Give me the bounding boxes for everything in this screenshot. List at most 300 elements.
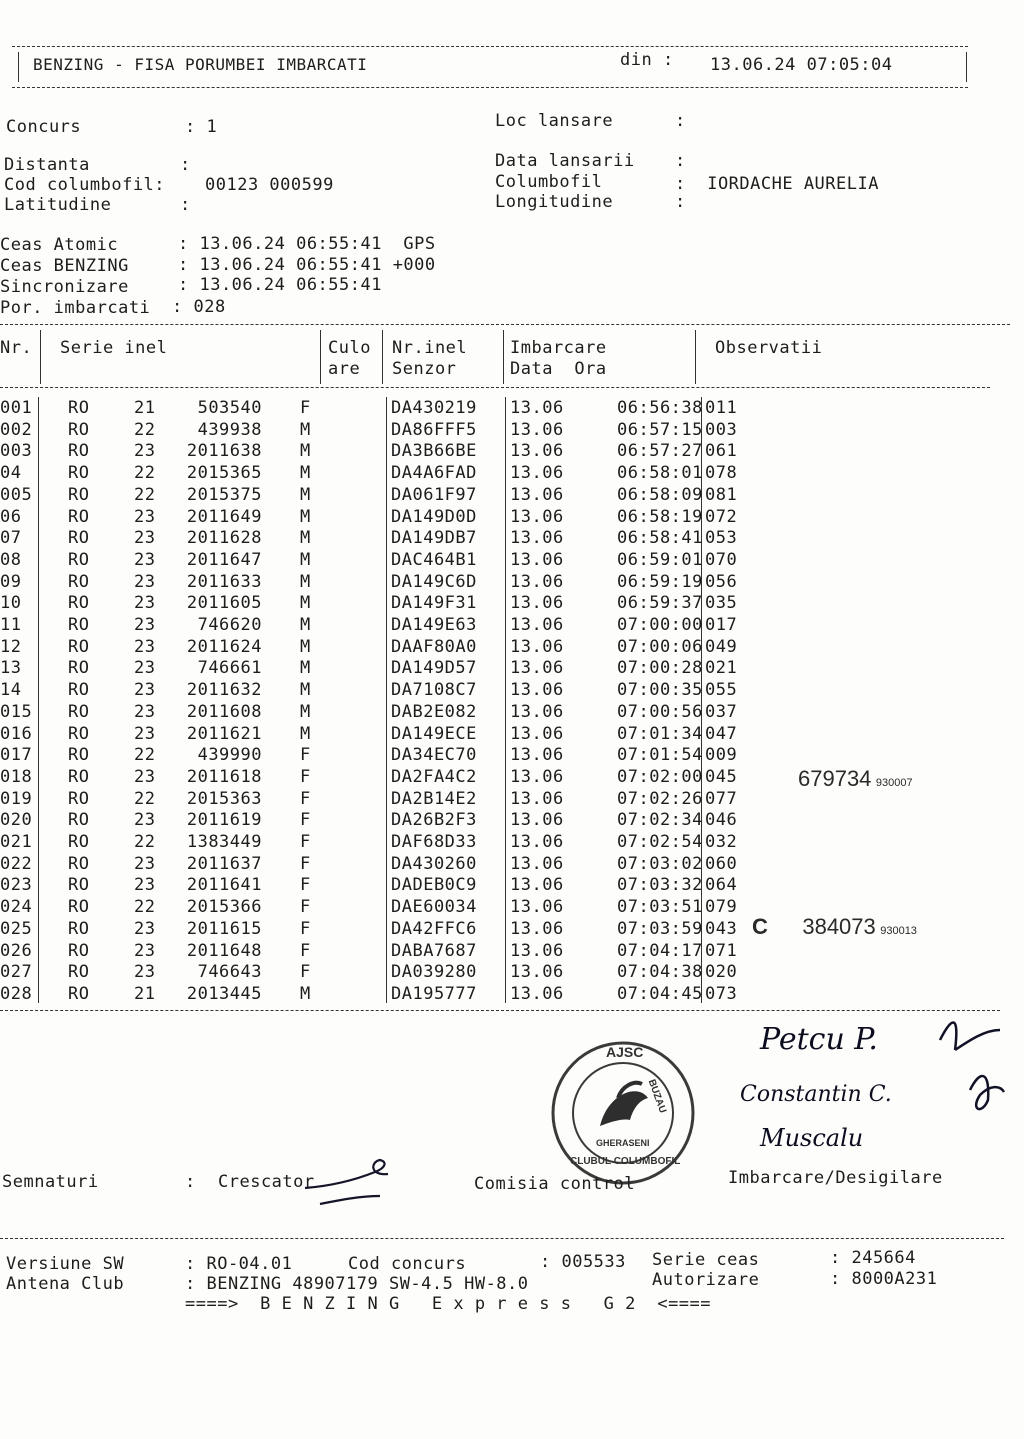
cell-inel: 2011624 — [186, 636, 262, 657]
cell-nr: 022 — [0, 853, 33, 874]
cell-nr-inel-senzor: DA7108C7 — [391, 680, 477, 701]
handwritten-name-3: Muscalu — [760, 1124, 864, 1152]
sticker-small-code: 930013 — [880, 925, 917, 937]
cod-columbofil-label: Cod columbofil: — [4, 175, 166, 195]
cell-tara: RO — [68, 701, 90, 722]
cell-sex: M — [300, 484, 311, 505]
cell-ora: 07:04:17 — [617, 940, 703, 961]
cell-sex: M — [300, 549, 311, 570]
cell-ora: 06:59:19 — [617, 571, 703, 592]
cell-tara: RO — [68, 810, 90, 831]
cell-an: 23 — [134, 701, 156, 722]
cell-data: 13.06 — [510, 918, 564, 939]
cell-inel: 746620 — [197, 615, 262, 635]
cell-nr-inel-senzor: DABA7687 — [391, 940, 477, 961]
longitudine-value: : — [675, 192, 686, 212]
ceas-benzing-label: Ceas BENZING — [0, 256, 129, 276]
cell-inel: 2011618 — [186, 766, 262, 787]
table-row — [0, 962, 1024, 984]
cell-nr: 005 — [0, 484, 33, 505]
cell-inel: 2011637 — [186, 853, 262, 874]
cell-nr-inel-senzor: DA430260 — [391, 853, 477, 874]
table-row — [0, 854, 1024, 876]
cell-sex: F — [300, 853, 311, 874]
cell-inel: 2013445 — [186, 983, 262, 1004]
cell-inel: 2011615 — [186, 918, 262, 939]
col-sep-serie-header — [320, 330, 321, 384]
cell-inel: 439938 — [197, 419, 262, 440]
cell-an: 23 — [134, 680, 156, 701]
porumbei-imbarcati-label: Por. imbarcati — [0, 298, 151, 318]
cell-ora: 06:59:01 — [617, 549, 703, 570]
cell-nr: 021 — [0, 832, 33, 852]
cell-nr-inel-senzor: DA195777 — [391, 983, 477, 1004]
table-row — [0, 680, 1024, 702]
cell-an: 22 — [134, 745, 156, 766]
cell-observatii: 073 — [705, 983, 738, 1004]
table-header-border — [0, 387, 990, 388]
cell-an: 22 — [134, 788, 156, 809]
cell-inel: 2011619 — [186, 810, 262, 831]
cell-an: 23 — [134, 658, 156, 679]
cell-nr: 023 — [0, 875, 33, 896]
table-row — [0, 485, 1024, 507]
cell-tara: RO — [68, 419, 90, 440]
cell-observatii: 046 — [705, 810, 738, 831]
cell-tara: RO — [68, 853, 90, 874]
cell-nr: 06 — [0, 506, 22, 527]
cell-nr: 07 — [0, 528, 22, 549]
cell-inel: 2015366 — [186, 897, 262, 918]
cell-inel: 746661 — [197, 658, 262, 679]
cell-nr: 12 — [0, 636, 22, 657]
col-sep-senzor-header — [503, 330, 504, 384]
stamp-ring-text: CLUBUL COLUMBOFIL — [570, 1156, 681, 1167]
cell-an: 23 — [134, 918, 156, 939]
header-observatii: Observatii — [715, 338, 823, 358]
cell-data: 13.06 — [510, 419, 564, 440]
cell-observatii: 009 — [705, 745, 738, 766]
cell-sex: F — [300, 766, 311, 787]
cell-nr: 026 — [0, 940, 33, 961]
cell-tara: RO — [68, 549, 90, 570]
cell-nr: 13 — [0, 658, 22, 679]
header-right-border — [966, 52, 967, 82]
semnaturi-label: Semnaturi — [2, 1172, 99, 1192]
cell-nr-inel-senzor: DA2B14E2 — [391, 788, 477, 809]
cell-ora: 07:01:54 — [617, 745, 703, 766]
cell-tara: RO — [68, 918, 90, 939]
cod-columbofil-value: 00123 000599 — [205, 175, 334, 195]
cell-ora: 06:58:01 — [617, 463, 703, 484]
cell-an: 22 — [134, 897, 156, 918]
cell-data: 13.06 — [510, 766, 564, 787]
cell-tara: RO — [68, 680, 90, 701]
cell-nr: 018 — [0, 766, 33, 787]
table-row — [0, 572, 1024, 594]
cell-nr-inel-senzor: DA4A6FAD — [391, 463, 477, 484]
cell-nr: 11 — [0, 615, 22, 635]
cell-an: 23 — [134, 593, 156, 614]
header-top-border — [12, 46, 968, 47]
col-sep-nr-header — [40, 330, 41, 384]
cell-sex: F — [300, 788, 311, 809]
pigeon-icon — [600, 1091, 648, 1126]
comisia-label: Comisia control — [474, 1174, 636, 1194]
distanta-value: : — [180, 155, 191, 175]
cell-sex: M — [300, 723, 311, 744]
cell-data: 13.06 — [510, 983, 564, 1004]
cell-ora: 06:59:37 — [617, 593, 703, 614]
table-row — [0, 941, 1024, 963]
cell-sex: M — [300, 463, 311, 484]
antena-club-value: : BENZING 48907179 SW-4.5 HW-8.0 — [185, 1274, 529, 1294]
cell-nr-inel-senzor: DAB2E082 — [391, 701, 477, 722]
cell-nr-inel-senzor: DA34EC70 — [391, 745, 477, 766]
cell-nr-inel-senzor: DAC464B1 — [391, 549, 477, 570]
print-datetime: 13.06.24 07:05:04 — [710, 55, 893, 75]
cell-tara: RO — [68, 875, 90, 896]
cell-observatii: 081 — [705, 484, 738, 505]
cell-sex: M — [300, 615, 311, 635]
cell-nr: 04 — [0, 463, 22, 484]
cell-sex: F — [300, 962, 311, 983]
longitudine-label: Longitudine — [495, 192, 614, 212]
handwritten-name-2: Constantin C. — [740, 1082, 892, 1107]
table-top-border — [0, 324, 1010, 325]
columbofil-value: : IORDACHE AURELIA — [675, 174, 879, 194]
ring-sticker-2 — [752, 914, 917, 940]
cell-data: 13.06 — [510, 593, 564, 614]
cell-an: 23 — [134, 723, 156, 744]
concurs-label: Concurs — [6, 117, 82, 137]
cell-nr-inel-senzor: DA42FFC6 — [391, 918, 477, 939]
cell-ora: 06:57:15 — [617, 419, 703, 440]
cell-sex: M — [300, 701, 311, 722]
cell-observatii: 079 — [705, 897, 738, 918]
cell-an: 21 — [134, 398, 156, 418]
cell-nr: 10 — [0, 593, 22, 614]
cell-inel: 2011648 — [186, 940, 262, 961]
cell-sex: M — [300, 506, 311, 527]
cell-nr-inel-senzor: DA149F31 — [391, 593, 477, 614]
cell-sex: F — [300, 918, 311, 939]
cell-data: 13.06 — [510, 745, 564, 766]
cell-ora: 07:00:28 — [617, 658, 703, 679]
table-row — [0, 702, 1024, 724]
cell-nr-inel-senzor: DA149C6D — [391, 571, 477, 592]
cell-an: 22 — [134, 484, 156, 505]
cell-sex: F — [300, 940, 311, 961]
distanta-label: Distanta — [4, 155, 90, 175]
cell-nr: 027 — [0, 962, 33, 983]
cell-sex: M — [300, 441, 311, 462]
cell-nr: 024 — [0, 897, 33, 918]
cell-data: 13.06 — [510, 875, 564, 896]
cell-an: 23 — [134, 962, 156, 983]
cell-nr-inel-senzor: DAF68D33 — [391, 832, 477, 852]
cell-observatii: 053 — [705, 528, 738, 549]
header-imbarcare-1: Imbarcare — [510, 338, 607, 358]
autorizare-label: Autorizare — [652, 1270, 760, 1290]
cell-sex: M — [300, 636, 311, 657]
cell-ora: 06:58:09 — [617, 484, 703, 505]
cell-nr: 001 — [0, 398, 33, 418]
cell-nr-inel-senzor: DA430219 — [391, 398, 477, 418]
table-row — [0, 637, 1024, 659]
cell-tara: RO — [68, 723, 90, 744]
cell-sex: M — [300, 680, 311, 701]
cell-tara: RO — [68, 528, 90, 549]
cell-nr-inel-senzor: DAE60034 — [391, 897, 477, 918]
cell-inel: 439990 — [197, 745, 262, 766]
stamp-inner-text: GHERASENI — [596, 1138, 650, 1148]
semnaturi-colon: : — [185, 1172, 196, 1192]
cell-ora: 07:02:34 — [617, 810, 703, 831]
cell-ora: 06:58:19 — [617, 506, 703, 527]
cell-nr: 002 — [0, 419, 33, 440]
cell-tara: RO — [68, 571, 90, 592]
table-row — [0, 615, 1024, 637]
cell-observatii: 060 — [705, 853, 738, 874]
cell-tara: RO — [68, 615, 90, 635]
header-nr-inel-1: Nr.inel — [392, 338, 468, 358]
cell-nr: 003 — [0, 441, 33, 462]
cell-nr: 016 — [0, 723, 33, 744]
cell-inel: 2011628 — [186, 528, 262, 549]
cell-ora: 07:00:00 — [617, 615, 703, 635]
cell-data: 13.06 — [510, 940, 564, 961]
cell-an: 23 — [134, 940, 156, 961]
cell-nr-inel-senzor: DADEB0C9 — [391, 875, 477, 896]
columbofil-label: Columbofil — [495, 172, 603, 192]
cell-data: 13.06 — [510, 723, 564, 744]
cell-data: 13.06 — [510, 463, 564, 484]
table-row — [0, 724, 1024, 746]
versiune-sw-label: Versiune SW — [6, 1254, 125, 1274]
cell-data: 13.06 — [510, 810, 564, 831]
cell-ora: 07:03:59 — [617, 918, 703, 939]
cell-an: 23 — [134, 528, 156, 549]
cell-observatii: 035 — [705, 593, 738, 614]
cell-nr: 09 — [0, 571, 22, 592]
cell-an: 23 — [134, 441, 156, 462]
cell-ora: 06:56:38 — [617, 398, 703, 418]
table-row — [0, 745, 1024, 767]
sincronizare-label: Sincronizare — [0, 277, 129, 297]
crescator-signature — [300, 1152, 395, 1212]
ceas-atomic-value: : 13.06.24 06:55:41 GPS — [178, 234, 436, 254]
header-culoare-1: Culo — [328, 338, 371, 358]
cell-inel: 503540 — [197, 398, 262, 418]
cell-ora: 07:01:34 — [617, 723, 703, 744]
cell-ora: 07:02:26 — [617, 788, 703, 809]
cell-data: 13.06 — [510, 853, 564, 874]
crescator-label: Crescator — [218, 1172, 315, 1192]
cell-observatii: 064 — [705, 875, 738, 896]
col-sep-imbarcare-header — [695, 330, 696, 384]
sticker-code: 384073 — [802, 914, 876, 939]
cell-sex: F — [300, 875, 311, 896]
table-row — [0, 832, 1024, 854]
handwritten-name-1: Petcu P. — [760, 1022, 878, 1057]
cell-data: 13.06 — [510, 506, 564, 527]
cell-an: 23 — [134, 853, 156, 874]
cell-inel: 1383449 — [186, 832, 262, 852]
cell-sex: M — [300, 658, 311, 679]
cell-ora: 06:57:27 — [617, 441, 703, 462]
cell-observatii: 011 — [705, 398, 738, 418]
cell-data: 13.06 — [510, 788, 564, 809]
din-label: din : — [620, 50, 674, 70]
cell-ora: 07:03:32 — [617, 875, 703, 896]
cell-nr-inel-senzor: DA149DB7 — [391, 528, 477, 549]
cell-tara: RO — [68, 658, 90, 679]
cell-data: 13.06 — [510, 615, 564, 635]
sticker-prefix: C — [752, 914, 768, 939]
cell-observatii: 049 — [705, 636, 738, 657]
cell-an: 23 — [134, 875, 156, 896]
cell-observatii: 017 — [705, 615, 738, 635]
cell-inel: 2011608 — [186, 701, 262, 722]
cell-nr-inel-senzor: DA149ECE — [391, 723, 477, 744]
cell-inel: 2015363 — [186, 788, 262, 809]
cell-observatii: 061 — [705, 441, 738, 462]
table-row — [0, 984, 1024, 1006]
cell-inel: 2011647 — [186, 549, 262, 570]
sticker-small-code: 930007 — [875, 777, 913, 789]
cell-nr-inel-senzor: DA2FA4C2 — [391, 766, 477, 787]
cell-an: 22 — [134, 832, 156, 852]
cell-tara: RO — [68, 636, 90, 657]
cell-tara: RO — [68, 788, 90, 809]
cell-tara: RO — [68, 463, 90, 484]
cell-tara: RO — [68, 983, 90, 1004]
loc-lansare-value: : — [675, 111, 686, 131]
sincronizare-value: : 13.06.24 06:55:41 — [178, 275, 382, 295]
cell-nr: 14 — [0, 680, 22, 701]
table-row — [0, 875, 1024, 897]
cell-an: 21 — [134, 983, 156, 1004]
cell-data: 13.06 — [510, 528, 564, 549]
cell-inel: 2011641 — [186, 875, 262, 896]
cell-data: 13.06 — [510, 398, 564, 418]
cell-sex: F — [300, 745, 311, 766]
cell-data: 13.06 — [510, 441, 564, 462]
cell-an: 23 — [134, 766, 156, 787]
cell-sex: F — [300, 897, 311, 918]
cell-nr: 019 — [0, 788, 33, 809]
serie-ceas-label: Serie ceas — [652, 1250, 760, 1270]
imbarcare-desigilare-label: Imbarcare/Desigilare — [728, 1168, 943, 1188]
cell-nr: 025 — [0, 918, 33, 939]
cell-inel: 2011649 — [186, 506, 262, 527]
cell-observatii: 003 — [705, 419, 738, 440]
autorizare-value: : 8000A231 — [830, 1269, 938, 1289]
cell-data: 13.06 — [510, 962, 564, 983]
cell-data: 13.06 — [510, 549, 564, 570]
cell-tara: RO — [68, 484, 90, 505]
cell-tara: RO — [68, 398, 90, 418]
cell-observatii: 078 — [705, 463, 738, 484]
cell-tara: RO — [68, 506, 90, 527]
cell-ora: 07:04:38 — [617, 962, 703, 983]
cell-nr: 028 — [0, 983, 33, 1004]
versiune-sw-value: : RO-04.01 — [185, 1254, 293, 1274]
cell-nr: 017 — [0, 745, 33, 766]
serie-ceas-value: : 245664 — [830, 1248, 916, 1268]
cell-inel: 2011638 — [186, 441, 262, 462]
header-nr-inel-2: Senzor — [392, 359, 457, 379]
data-lansarii-label: Data lansarii — [495, 151, 635, 171]
porumbei-imbarcati-value: : 028 — [172, 297, 226, 317]
antena-club-label: Antena Club — [6, 1274, 125, 1294]
cell-an: 22 — [134, 463, 156, 484]
ceas-benzing-value: : 13.06.24 06:55:41 +000 — [178, 255, 436, 275]
cell-ora: 07:03:02 — [617, 853, 703, 874]
cell-ora: 07:00:35 — [617, 680, 703, 701]
cell-observatii: 043 — [705, 918, 738, 939]
cell-ora: 07:02:54 — [617, 832, 703, 852]
cell-observatii: 072 — [705, 506, 738, 527]
cell-sex: M — [300, 419, 311, 440]
cell-data: 13.06 — [510, 636, 564, 657]
cell-ora: 07:00:56 — [617, 701, 703, 722]
cell-data: 13.06 — [510, 832, 564, 852]
cell-tara: RO — [68, 745, 90, 766]
cell-sex: F — [300, 810, 311, 831]
ceas-atomic-label: Ceas Atomic — [0, 235, 119, 255]
cell-nr-inel-senzor: DA3B66BE — [391, 441, 477, 462]
cell-inel: 2011633 — [186, 571, 262, 592]
cell-inel: 2015375 — [186, 484, 262, 505]
cell-sex: F — [300, 398, 311, 418]
cell-observatii: 077 — [705, 788, 738, 809]
cell-data: 13.06 — [510, 658, 564, 679]
cell-observatii: 032 — [705, 832, 738, 852]
cell-sex: M — [300, 983, 311, 1004]
cell-nr-inel-senzor: DA149E63 — [391, 615, 477, 635]
cell-nr-inel-senzor: DA039280 — [391, 962, 477, 983]
cell-inel: 2015365 — [186, 463, 262, 484]
cell-ora: 07:03:51 — [617, 897, 703, 918]
header-culoare-2: are — [328, 359, 361, 379]
benzing-express-banner: ====> B E N Z I N G E x p r e s s G 2 <==== — [185, 1294, 712, 1314]
header-imbarcare-2: Data Ora — [510, 359, 607, 379]
cell-nr-inel-senzor: DA26B2F3 — [391, 810, 477, 831]
table-bottom-border — [0, 1010, 1000, 1011]
cell-inel: 2011632 — [186, 680, 262, 701]
cell-nr: 020 — [0, 810, 33, 831]
table-row — [0, 810, 1024, 832]
cell-observatii: 071 — [705, 940, 738, 961]
loc-lansare-label: Loc lansare — [495, 111, 614, 131]
cell-nr-inel-senzor: DA86FFF5 — [391, 419, 477, 440]
cell-tara: RO — [68, 897, 90, 918]
cell-data: 13.06 — [510, 897, 564, 918]
cell-an: 22 — [134, 419, 156, 440]
latitudine-label: Latitudine — [4, 195, 112, 215]
table-row — [0, 420, 1024, 442]
cell-sex: F — [300, 832, 311, 852]
cell-ora: 06:58:41 — [617, 528, 703, 549]
table-row — [0, 658, 1024, 680]
col-sep-culoare-header — [382, 330, 383, 384]
club-stamp — [548, 1038, 698, 1188]
cell-data: 13.06 — [510, 571, 564, 592]
table-row — [0, 463, 1024, 485]
cell-ora: 07:04:45 — [617, 983, 703, 1004]
